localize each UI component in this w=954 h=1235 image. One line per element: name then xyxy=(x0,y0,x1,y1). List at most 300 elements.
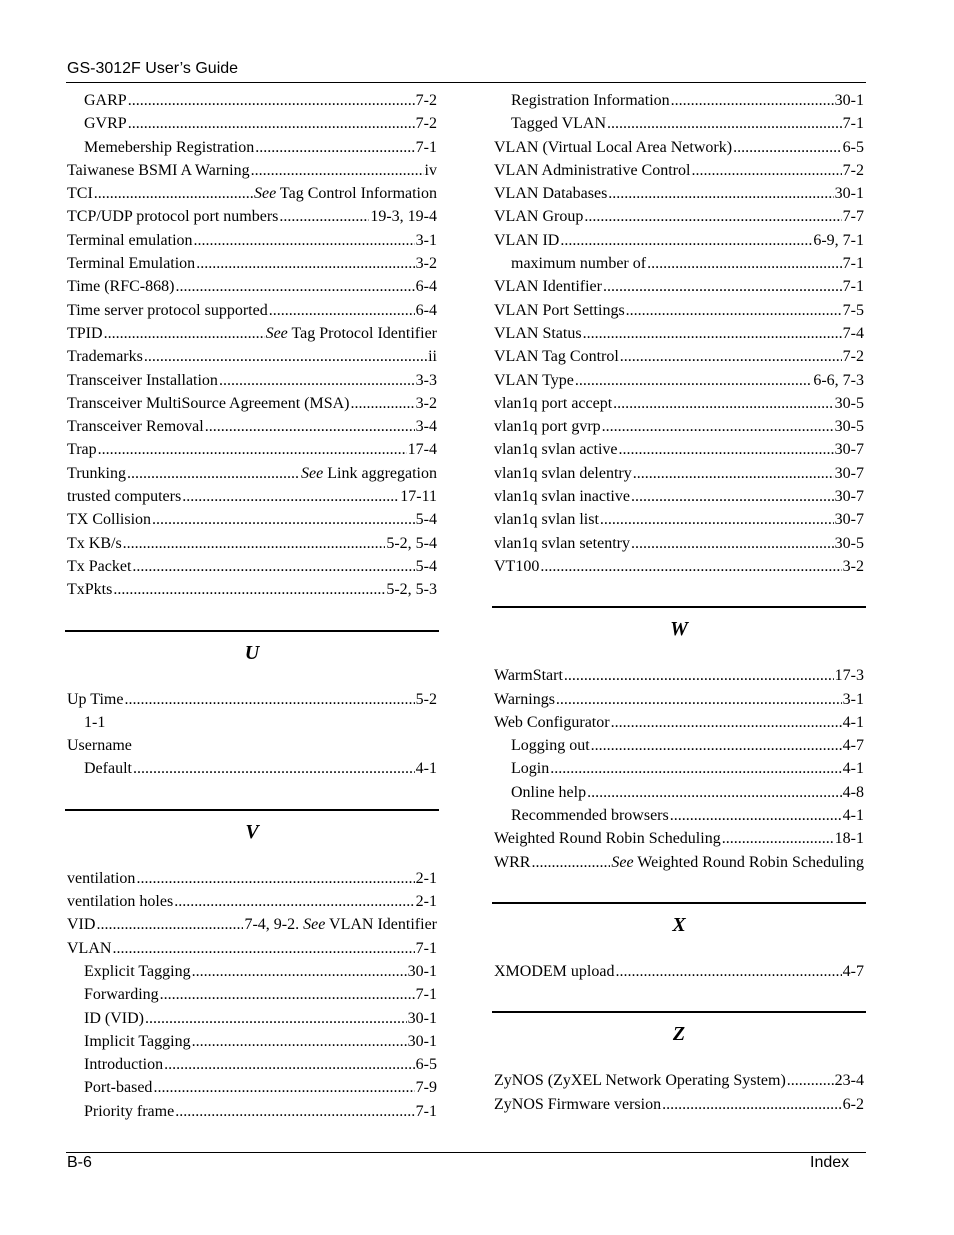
page-number-ref: 7-9 xyxy=(415,1079,437,1097)
dot-leader xyxy=(733,136,842,159)
dot-leader xyxy=(531,851,610,874)
page-number-ref: 7-1 xyxy=(415,138,437,156)
dot-leader xyxy=(607,112,842,135)
index-page-ref xyxy=(843,711,864,734)
index-term: VLAN Identifier xyxy=(494,278,602,296)
section-rule xyxy=(492,1011,866,1013)
index-entry xyxy=(67,1007,437,1030)
dot-leader xyxy=(175,275,414,298)
page-number-ref: iv xyxy=(424,161,437,179)
index-entry xyxy=(67,462,437,485)
index-term: Logging out xyxy=(511,737,590,755)
dot-leader xyxy=(787,1069,834,1092)
page-number-ref: 3-1 xyxy=(415,231,437,249)
index-term: TPID xyxy=(67,324,103,342)
index-entry xyxy=(494,182,864,205)
dot-leader xyxy=(631,532,834,555)
page-number-ref: 4-1 xyxy=(842,713,864,731)
index-page-ref xyxy=(835,827,864,850)
index-entry xyxy=(67,229,437,252)
index-term: Web Configurator xyxy=(494,713,610,731)
section-heading-z xyxy=(494,1011,864,1069)
index-term: ZyNOS (ZyXEL Network Operating System) xyxy=(494,1072,786,1090)
index-entry xyxy=(494,688,864,711)
page-number-ref: 5-2, 5-4 xyxy=(386,534,437,552)
index-entry xyxy=(494,851,864,874)
page-number-ref: 7-1 xyxy=(415,1102,437,1120)
dot-leader xyxy=(560,229,812,252)
see-reference: Tag Control Information xyxy=(276,185,437,203)
index-term: WRR xyxy=(494,853,531,871)
index-entry xyxy=(494,462,864,485)
index-entry xyxy=(67,890,437,913)
index-page-ref xyxy=(611,851,864,874)
index-page-ref xyxy=(835,532,864,555)
index-term: TCP/UDP protocol port numbers xyxy=(67,208,279,226)
section-rule xyxy=(65,630,439,632)
index-term: VLAN Tag Control xyxy=(494,348,619,366)
page-number-ref: 5-2, 5-3 xyxy=(386,581,437,599)
index-entry xyxy=(67,136,437,159)
page-number-ref: 30-1 xyxy=(407,1032,437,1050)
section-heading-x xyxy=(494,902,864,960)
index-page-ref xyxy=(813,369,864,392)
dot-leader xyxy=(94,182,253,205)
dot-leader xyxy=(583,322,842,345)
dot-leader xyxy=(611,711,842,734)
index-page-ref xyxy=(835,392,864,415)
index-term: Terminal emulation xyxy=(67,231,193,249)
index-page-ref xyxy=(416,415,437,438)
index-page-ref xyxy=(843,322,864,345)
index-entry xyxy=(67,688,437,711)
entry-group-u xyxy=(67,688,437,781)
page-number-ref: 4-7 xyxy=(842,962,864,980)
index-entry xyxy=(67,983,437,1006)
see-label: See xyxy=(301,464,324,482)
index-term: vlan1q svlan list xyxy=(494,511,599,529)
page-number-ref: 6-5 xyxy=(415,1056,437,1074)
index-page-ref xyxy=(835,664,864,687)
index-term: ventilation xyxy=(67,869,136,887)
dot-leader xyxy=(556,688,842,711)
page-header-title: GS-3012F User’s Guide xyxy=(67,60,239,77)
index-entry xyxy=(67,485,437,508)
index-term: vlan1q svlan inactive xyxy=(494,488,630,506)
index-entry xyxy=(67,532,437,555)
index-entry xyxy=(67,1053,437,1076)
dot-leader xyxy=(600,508,834,531)
index-term: ventilation holes xyxy=(67,893,174,911)
dot-leader xyxy=(251,159,424,182)
index-page-ref xyxy=(416,890,437,913)
dot-leader xyxy=(194,229,415,252)
dot-leader xyxy=(192,960,407,983)
index-term: Time (RFC-868) xyxy=(67,278,175,296)
index-entry xyxy=(494,555,864,578)
dot-leader xyxy=(647,252,842,275)
index-page-ref xyxy=(843,112,864,135)
index-page-ref xyxy=(843,1093,864,1116)
index-page-ref xyxy=(843,804,864,827)
page-number-ref: 7-1 xyxy=(415,986,437,1004)
entry-group-v xyxy=(67,867,437,1123)
index-term: VLAN (Virtual Local Area Network) xyxy=(494,138,733,156)
index-entry xyxy=(67,89,437,112)
index-term: vlan1q svlan setentry xyxy=(494,534,630,552)
page-number-ref: 7-7 xyxy=(842,208,864,226)
index-entry xyxy=(494,415,864,438)
index-entry xyxy=(67,159,437,182)
index-column-right xyxy=(494,89,864,1116)
index-term: VLAN xyxy=(67,939,112,957)
page-number-ref: 7-2 xyxy=(842,348,864,366)
page-number-ref: 7-1 xyxy=(842,278,864,296)
index-entry xyxy=(67,252,437,275)
page-number-ref: 30-5 xyxy=(834,418,864,436)
index-entry xyxy=(67,275,437,298)
page-number-ref: 2-1 xyxy=(415,893,437,911)
dot-leader xyxy=(127,462,300,485)
index-term: VLAN Administrative Control xyxy=(494,161,691,179)
index-page-ref xyxy=(400,485,437,508)
page-number-ref: 4-8 xyxy=(842,783,864,801)
index-term: Introduction xyxy=(84,1056,164,1074)
dot-leader xyxy=(255,136,414,159)
index-entry xyxy=(494,89,864,112)
index-entry xyxy=(494,532,864,555)
page-number-ref: 30-5 xyxy=(834,534,864,552)
dot-leader xyxy=(691,159,841,182)
dot-leader xyxy=(631,485,834,508)
dot-leader xyxy=(124,688,414,711)
dot-leader xyxy=(175,1100,414,1123)
index-entry xyxy=(494,664,864,687)
footer-section-name: Index xyxy=(810,1154,850,1171)
index-term: vlan1q svlan active xyxy=(494,441,618,459)
index-entry xyxy=(67,1100,437,1123)
index-page-ref xyxy=(843,555,864,578)
index-page-ref xyxy=(416,275,437,298)
dot-leader xyxy=(152,508,415,531)
page-number-ref: 6-4 xyxy=(415,301,437,319)
page-number-ref: 3-3 xyxy=(415,371,437,389)
dot-leader xyxy=(584,205,841,228)
index-term: 1-1 xyxy=(84,713,106,731)
index-page-ref xyxy=(425,159,437,182)
index-page-ref xyxy=(416,508,437,531)
index-page-ref xyxy=(416,299,437,322)
index-page-ref xyxy=(835,182,864,205)
index-entry xyxy=(67,508,437,531)
index-page-ref xyxy=(408,1030,437,1053)
dot-leader xyxy=(269,299,415,322)
index-entry xyxy=(67,1076,437,1099)
page-number-ref: 4-7 xyxy=(842,737,864,755)
page-number-ref: 3-2 xyxy=(415,394,437,412)
dot-leader xyxy=(540,555,841,578)
index-entry xyxy=(67,369,437,392)
page-number-ref: 30-7 xyxy=(834,511,864,529)
index-page-ref xyxy=(843,299,864,322)
index-page-ref xyxy=(843,734,864,757)
index-page-ref xyxy=(843,345,864,368)
index-page-ref xyxy=(843,252,864,275)
index-page-ref xyxy=(835,415,864,438)
index-term: VLAN ID xyxy=(494,231,560,249)
index-term: VLAN Databases xyxy=(494,185,608,203)
index-entry xyxy=(494,438,864,461)
index-page-ref xyxy=(843,781,864,804)
index-page-ref xyxy=(835,508,864,531)
index-entry xyxy=(67,867,437,890)
page-number-ref: 3-1 xyxy=(842,690,864,708)
page-number-ref: 7-5 xyxy=(842,301,864,319)
index-page-ref xyxy=(408,960,437,983)
entry-group-z xyxy=(494,1069,864,1116)
index-page-ref xyxy=(843,960,864,983)
index-page-ref xyxy=(386,532,437,555)
index-page-ref xyxy=(416,392,437,415)
index-term: Recommended browsers xyxy=(511,807,669,825)
index-entry xyxy=(494,369,864,392)
index-term: Transceiver Installation xyxy=(67,371,218,389)
index-page-ref xyxy=(416,1053,437,1076)
index-page-ref xyxy=(835,485,864,508)
index-page-ref xyxy=(416,1100,437,1123)
dot-leader xyxy=(196,252,414,275)
index-page-ref xyxy=(416,983,437,1006)
dot-leader xyxy=(613,392,834,415)
page-number-ref: 30-1 xyxy=(834,92,864,109)
page-number-ref: 30-5 xyxy=(834,394,864,412)
index-term: Online help xyxy=(511,783,587,801)
see-reference: Link aggregation xyxy=(323,464,437,482)
index-entry xyxy=(494,205,864,228)
dot-leader xyxy=(626,299,842,322)
dot-leader xyxy=(350,392,414,415)
page-number-ref: 17-3 xyxy=(834,667,864,685)
index-page-ref xyxy=(416,1076,437,1099)
index-term: Login xyxy=(511,760,550,778)
page-number-ref: 17-4 xyxy=(407,441,437,459)
dot-leader xyxy=(182,485,399,508)
index-entry xyxy=(67,112,437,135)
entry-group-w xyxy=(494,664,864,874)
index-term: Trunking xyxy=(67,464,126,482)
page-number-ref: 6-4 xyxy=(415,278,437,296)
index-term: Terminal Emulation xyxy=(67,255,196,273)
dot-leader xyxy=(123,532,386,555)
dot-leader xyxy=(279,205,369,228)
index-term: GARP xyxy=(84,92,127,109)
index-term: Username xyxy=(67,737,132,755)
page-number-ref: 7-4 xyxy=(842,324,864,342)
see-reference: Tag Protocol Identifier xyxy=(287,324,437,342)
index-page-ref xyxy=(843,136,864,159)
page-number-ref: 4-1 xyxy=(842,760,864,778)
index-page-ref xyxy=(408,438,437,461)
index-page-ref xyxy=(428,345,437,368)
dot-leader xyxy=(174,890,414,913)
index-page-ref xyxy=(266,322,437,345)
page-number-ref: 7-1 xyxy=(842,255,864,273)
index-page-ref xyxy=(416,136,437,159)
index-entry xyxy=(494,345,864,368)
index-entry xyxy=(494,112,864,135)
page-number-ref: 4-1 xyxy=(415,760,437,778)
page-number-ref: 6-6, 7-3 xyxy=(813,371,864,389)
page-number-ref: 7-4, 9-2. xyxy=(244,916,304,934)
page-number-ref: 5-4 xyxy=(415,511,437,529)
index-term: vlan1q port gvrp xyxy=(494,418,601,436)
index-entry xyxy=(67,937,437,960)
page-number: B-6 xyxy=(67,1154,92,1171)
dot-leader xyxy=(133,757,415,780)
dot-leader xyxy=(619,438,834,461)
index-term: VLAN Status xyxy=(494,324,582,342)
index-entry xyxy=(494,485,864,508)
index-term: Up Time xyxy=(67,690,124,708)
index-term: Port-based xyxy=(84,1079,153,1097)
page-number-ref: 3-2 xyxy=(842,557,864,575)
dot-leader xyxy=(608,182,833,205)
index-entry xyxy=(494,275,864,298)
index-term: XMODEM upload xyxy=(494,962,615,980)
section-rule xyxy=(65,809,439,811)
index-entry xyxy=(67,578,437,601)
index-term: Time server protocol supported xyxy=(67,301,268,319)
dot-leader xyxy=(145,1007,407,1030)
index-entry xyxy=(67,734,437,757)
index-term: VLAN Group xyxy=(494,208,584,226)
section-letter: W xyxy=(670,618,688,641)
index-term: GVRP xyxy=(84,115,127,133)
index-entry xyxy=(67,322,437,345)
dot-leader xyxy=(192,1030,407,1053)
index-term: Default xyxy=(84,760,132,778)
dot-leader xyxy=(219,369,415,392)
page-number-ref: 7-2 xyxy=(415,115,437,133)
index-entry xyxy=(67,345,437,368)
dot-leader xyxy=(128,112,415,135)
index-entry xyxy=(494,711,864,734)
index-page-ref xyxy=(835,1069,864,1092)
header-rule xyxy=(66,82,866,83)
page-number-ref: 7-2 xyxy=(842,161,864,179)
index-entry xyxy=(494,508,864,531)
index-term: Tx KB/s xyxy=(67,534,122,552)
dot-leader xyxy=(587,781,842,804)
index-entry xyxy=(494,392,864,415)
page-number-ref: 3-4 xyxy=(415,418,437,436)
index-term: VT100 xyxy=(494,557,540,575)
index-term: Registration Information xyxy=(511,92,670,109)
page-number-ref: 7-1 xyxy=(842,115,864,133)
dot-leader xyxy=(550,757,841,780)
index-entry xyxy=(494,299,864,322)
index-term: Tx Packet xyxy=(67,557,132,575)
index-term: Explicit Tagging xyxy=(84,962,191,980)
dot-leader xyxy=(670,804,842,827)
index-entry xyxy=(494,136,864,159)
index-entry xyxy=(67,205,437,228)
dot-leader xyxy=(671,89,834,112)
index-page-ref xyxy=(370,205,437,228)
dot-leader xyxy=(164,1053,415,1076)
index-page-ref xyxy=(416,252,437,275)
index-term: TCI xyxy=(67,185,93,203)
index-term: Tagged VLAN xyxy=(511,115,607,133)
page-number-ref: 7-1 xyxy=(415,939,437,957)
section-rule xyxy=(492,902,866,904)
dot-leader xyxy=(205,415,415,438)
dot-leader xyxy=(104,322,265,345)
index-entry xyxy=(67,299,437,322)
index-entry xyxy=(494,159,864,182)
index-page-ref xyxy=(843,159,864,182)
index-term: Memebership Registration xyxy=(84,138,255,156)
page-number-ref: 17-11 xyxy=(400,488,437,506)
index-entry xyxy=(67,392,437,415)
index-entry xyxy=(67,711,437,734)
dot-leader xyxy=(575,369,812,392)
dot-leader xyxy=(144,345,427,368)
index-entry xyxy=(494,1093,864,1116)
page-number-ref: ii xyxy=(428,348,437,366)
dot-leader xyxy=(132,555,414,578)
dot-leader xyxy=(153,1076,414,1099)
index-page-ref xyxy=(416,867,437,890)
footer-rule xyxy=(66,1152,866,1153)
index-page-ref xyxy=(416,555,437,578)
section-letter: V xyxy=(245,820,259,843)
dot-leader xyxy=(722,827,834,850)
dot-leader xyxy=(112,937,414,960)
page-number-ref: 5-4 xyxy=(415,557,437,575)
index-term: Forwarding xyxy=(84,986,159,1004)
see-label: See xyxy=(254,185,277,203)
index-page-ref xyxy=(835,438,864,461)
index-entry xyxy=(494,757,864,780)
page-number-ref: 7-2 xyxy=(415,92,437,109)
index-term: VLAN Port Settings xyxy=(494,301,625,319)
index-page-ref xyxy=(835,462,864,485)
dot-leader xyxy=(602,415,834,438)
index-term: Warnings xyxy=(494,690,555,708)
index-page-ref xyxy=(843,205,864,228)
index-term: Trap xyxy=(67,441,97,459)
index-entry xyxy=(494,322,864,345)
index-term: ZyNOS Firmware version xyxy=(494,1095,662,1113)
index-entry xyxy=(494,827,864,850)
index-page-ref xyxy=(408,1007,437,1030)
page-number-ref: 30-1 xyxy=(407,962,437,980)
dot-leader xyxy=(603,275,842,298)
section-heading-v xyxy=(67,809,437,867)
dot-leader xyxy=(564,664,834,687)
section-letter: Z xyxy=(672,1023,686,1046)
index-term: Transceiver MultiSource Agreement (MSA) xyxy=(67,394,350,412)
index-page-ref xyxy=(416,369,437,392)
index-term: VLAN Type xyxy=(494,371,574,389)
section-letter: U xyxy=(244,641,260,664)
index-page-ref xyxy=(416,229,437,252)
dot-leader xyxy=(591,734,842,757)
dot-leader xyxy=(128,89,415,112)
index-entry xyxy=(67,555,437,578)
entry-group-t xyxy=(67,89,437,602)
